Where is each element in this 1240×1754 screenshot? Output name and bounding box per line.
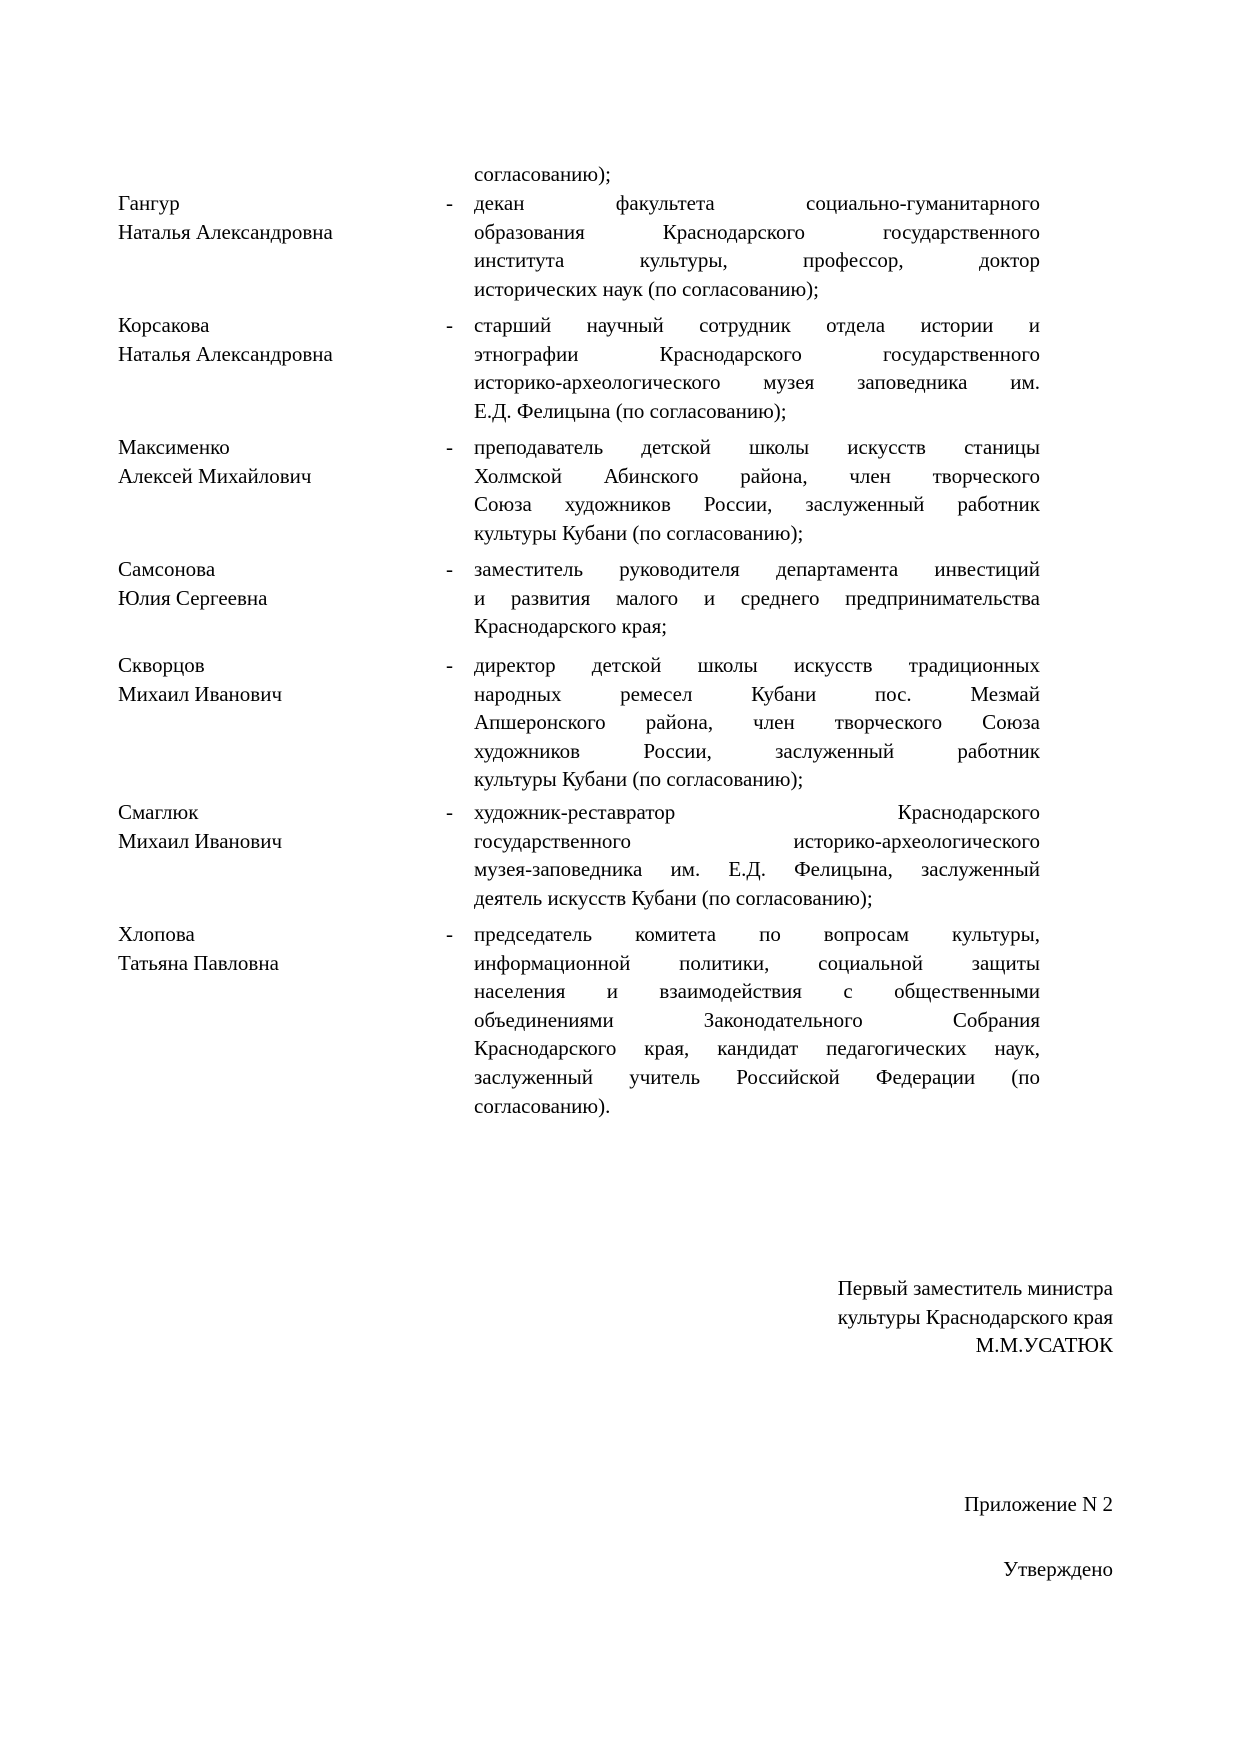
description-line: деятель искусств Кубани (по согласованию);: [474, 885, 873, 910]
signature-name: М.М.УСАТЮК: [975, 1333, 1113, 1358]
appendix-label: Приложение N 2: [964, 1492, 1113, 1516]
description-line: и развития малого и среднего предпринимательства: [474, 585, 1040, 610]
dash-separator: -: [446, 435, 453, 459]
description-line: народных ремесел Кубани пос. Мезмай: [474, 681, 1040, 706]
description-line: этнографии Краснодарского государственного: [474, 341, 1040, 366]
member-given-names: Наталья Александровна: [118, 341, 333, 366]
description-line: Е.Д. Фелицына (по согласованию);: [474, 398, 787, 423]
member-surname: Корсакова: [118, 313, 210, 337]
member-name: [118, 651, 438, 708]
member-description: [474, 189, 1040, 303]
signature-title-line2: культуры Краснодарского края: [837, 1304, 1113, 1329]
signature-title-line1: Первый заместитель министра: [837, 1276, 1113, 1300]
member-name: [118, 798, 438, 855]
description-line: Холмской Абинского района, член творческого: [474, 463, 1040, 488]
member-name: [118, 433, 438, 490]
description-line: культуры Кубани (по согласованию);: [474, 767, 804, 792]
member-description: [474, 433, 1040, 547]
member-description: [474, 920, 1040, 1120]
member-name: [118, 189, 438, 246]
dash-separator: -: [446, 191, 453, 215]
member-surname: Хлопова: [118, 922, 195, 946]
description-line: директор детской школы искусств традиционных: [474, 653, 1040, 677]
dash-separator: -: [446, 800, 453, 824]
member-given-names: Татьяна Павловна: [118, 950, 279, 975]
continuation-text: согласованию);: [474, 162, 611, 186]
member-description: [474, 311, 1040, 425]
description-line: заслуженный учитель Российской Федерации (по: [474, 1064, 1040, 1089]
member-given-names: Михаил Иванович: [118, 828, 283, 853]
description-line: художник-реставратор Краснодарского: [474, 800, 1040, 824]
description-line: художников России, заслуженный работник: [474, 738, 1040, 763]
member-surname: Скворцов: [118, 653, 205, 677]
description-line: объединениями Законодательного Собрания: [474, 1007, 1040, 1032]
member-name: [118, 920, 438, 977]
dash-separator: -: [446, 313, 453, 337]
description-line: старший научный сотрудник отдела истории и: [474, 313, 1040, 337]
description-line: образования Краснодарского государственного: [474, 219, 1040, 244]
member-description: [474, 798, 1040, 912]
member-given-names: Михаил Иванович: [118, 681, 283, 706]
member-given-names: Юлия Сергеевна: [118, 585, 268, 610]
member-surname: Максименко: [118, 435, 230, 459]
description-line: музея-заповедника им. Е.Д. Фелицына, заслуженный: [474, 857, 1040, 882]
description-line: Апшеронского района, член творческого Союза: [474, 710, 1040, 735]
description-line: заместитель руководителя департамента инвестиций: [474, 557, 1040, 581]
dash-separator: -: [446, 922, 453, 946]
description-line: председатель комитета по вопросам культуры,: [474, 922, 1040, 946]
description-line: историко-археологического музея заповедника им.: [474, 370, 1040, 395]
member-description: [474, 651, 1040, 794]
description-line: Краснодарского края, кандидат педагогических наук,: [474, 1036, 1040, 1061]
member-description: [474, 555, 1040, 641]
member-name: [118, 311, 438, 368]
description-line: государственного историко-археологического: [474, 828, 1040, 853]
description-line: института культуры, профессор, доктор: [474, 248, 1040, 273]
member-name: [118, 555, 438, 612]
description-line: декан факультета социально-гуманитарного: [474, 191, 1040, 215]
description-line: населения и взаимодействия с общественными: [474, 979, 1040, 1004]
description-line: информационной политики, социальной защиты: [474, 950, 1040, 975]
signature-block: [838, 1274, 1113, 1360]
member-given-names: Наталья Александровна: [118, 219, 333, 244]
description-line: Союза художников России, заслуженный работник: [474, 492, 1040, 517]
description-line: исторических наук (по согласованию);: [474, 276, 819, 301]
member-surname: Гангур: [118, 191, 180, 215]
description-line: согласованию).: [474, 1093, 611, 1118]
dash-separator: -: [446, 653, 453, 677]
member-surname: Самсонова: [118, 557, 216, 581]
member-surname: Смаглюк: [118, 800, 199, 824]
description-line: преподаватель детской школы искусств станицы: [474, 435, 1040, 459]
member-given-names: Алексей Михайлович: [118, 463, 312, 488]
description-line: культуры Кубани (по согласованию);: [474, 520, 804, 545]
approved-label: Утверждено: [1003, 1557, 1113, 1581]
dash-separator: -: [446, 557, 453, 581]
description-line: Краснодарского края;: [474, 614, 668, 639]
